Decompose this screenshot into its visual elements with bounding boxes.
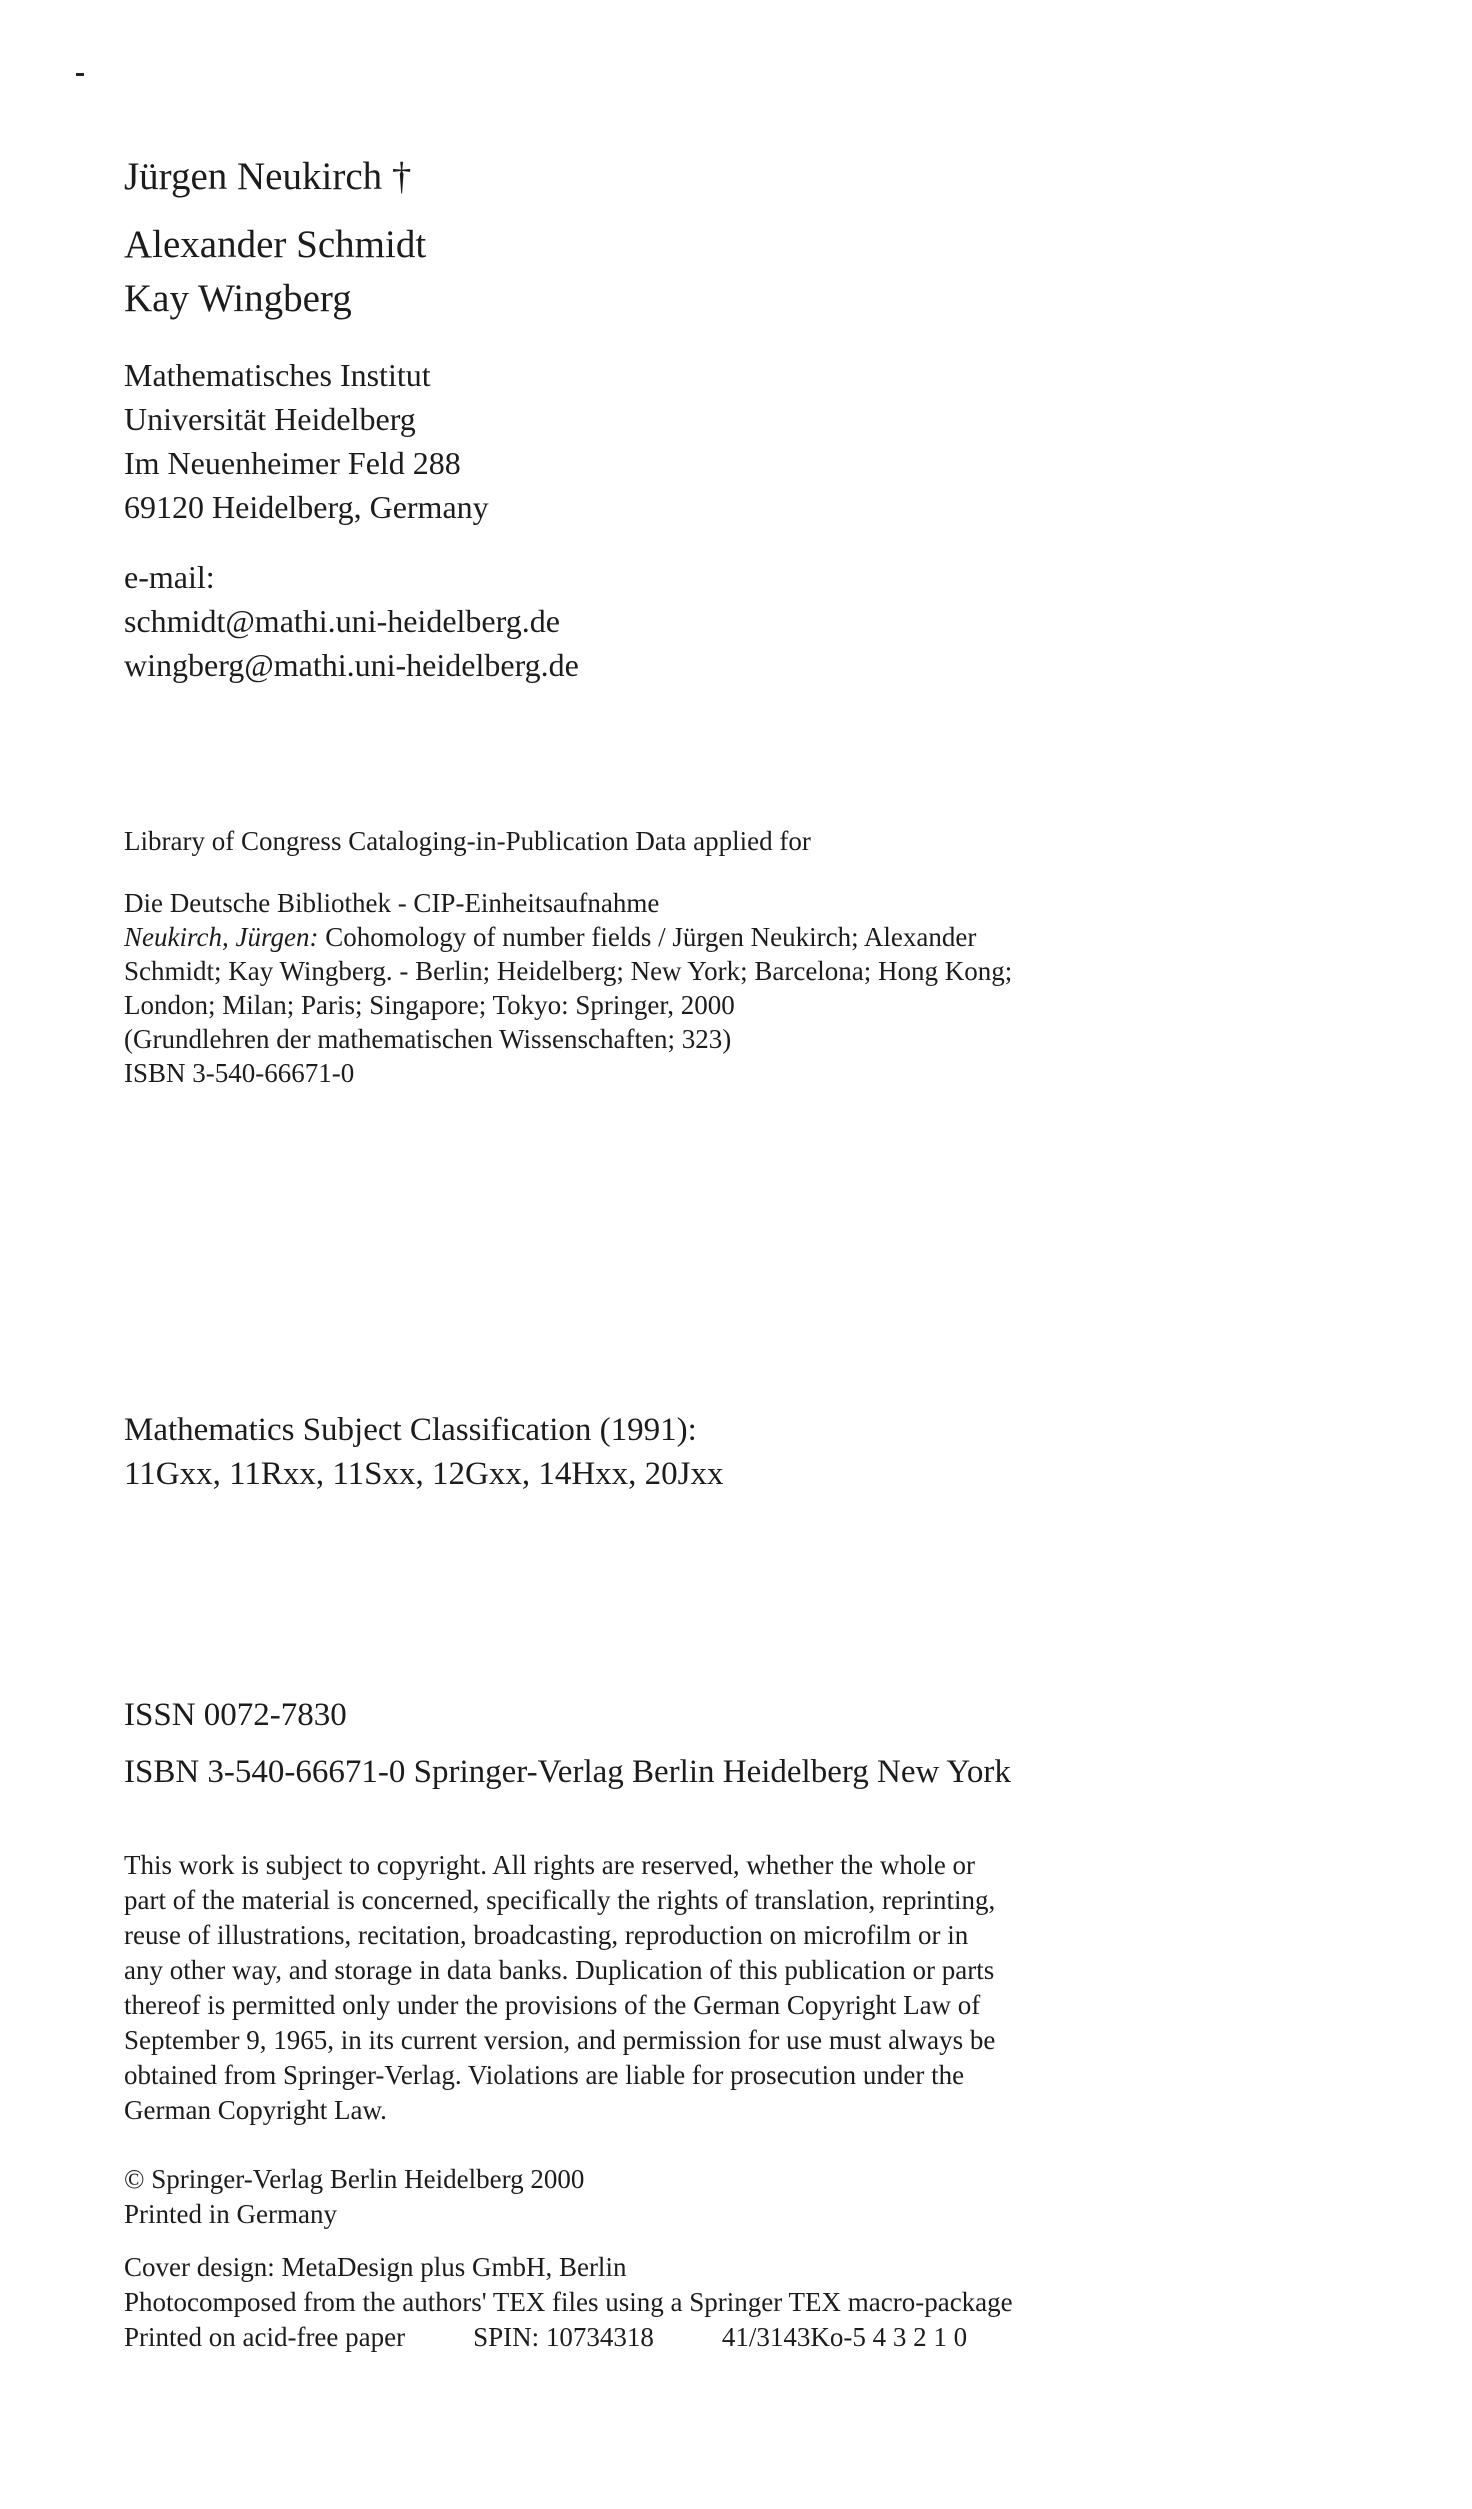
address-line: 69120 Heidelberg, Germany: [124, 489, 489, 525]
msc-codes: 11Gxx, 11Rxx, 11Sxx, 12Gxx, 14Hxx, 20Jxx: [124, 1456, 724, 1492]
address-line: Universität Heidelberg: [124, 401, 416, 437]
print-info: [124, 2320, 1013, 2355]
notice-line: any other way, and storage in data banks. Duplication of this publication or parts: [124, 1955, 995, 1985]
cip-record: [124, 886, 1012, 1090]
production-credits: [124, 2250, 1013, 2355]
subject-classification: [124, 1408, 724, 1496]
copyright-block: [124, 2162, 584, 2232]
cip-title: Cohomology of number fields / Jürgen Neukirch; Alexander: [318, 922, 977, 952]
author-neukirch: Jürgen Neukirch †: [124, 155, 412, 198]
email-address-wingberg: wingberg@mathi.uni-heidelberg.de: [124, 647, 579, 683]
author-list: [124, 150, 426, 326]
cip-line-1: [124, 920, 1012, 954]
library-of-congress-note: [124, 824, 811, 858]
notice-line: German Copyright Law.: [124, 2095, 387, 2125]
cip-line-3: London; Milan; Paris; Singapore; Tokyo: Springer, 2000: [124, 990, 735, 1020]
loc-text: Library of Congress Cataloging-in-Publication Data applied for: [124, 826, 811, 856]
cip-line-4: (Grundlehren der mathematischen Wissenschaften; 323): [124, 1024, 732, 1054]
notice-line: thereof is permitted only under the provisions of the German Copyright Law of: [124, 1990, 981, 2020]
notice-line: part of the material is concerned, specifically the rights of translation, reprinting,: [124, 1885, 996, 1915]
author-schmidt: Alexander Schmidt: [124, 223, 427, 266]
notice-line: reuse of illustrations, recitation, broadcasting, reproduction on microfilm or in: [124, 1920, 969, 1950]
issn-line: [124, 1693, 347, 1737]
copyright-notice: [124, 1848, 995, 2128]
cover-design: Cover design: MetaDesign plus GmbH, Berlin: [124, 2252, 627, 2282]
photocomposed-note: Photocomposed from the authors' TEX files using a Springer TEX macro-package: [124, 2287, 1013, 2317]
address-line: Mathematisches Institut: [124, 357, 431, 393]
stray-mark: [76, 73, 84, 76]
printed-in: Printed in Germany: [124, 2199, 337, 2229]
notice-line: obtained from Springer-Verlag. Violations are liable for prosecution under the: [124, 2060, 965, 2090]
cip-line-2: Schmidt; Kay Wingberg. - Berlin; Heidelberg; New York; Barcelona; Hong Kong;: [124, 956, 1013, 986]
copyright-line: © Springer-Verlag Berlin Heidelberg 2000: [124, 2164, 585, 2194]
cip-header: Die Deutsche Bibliothek - CIP-Einheitsaufnahme: [124, 888, 660, 918]
author-wingberg: Kay Wingberg: [124, 277, 352, 320]
cip-isbn: ISBN 3-540-66671-0: [124, 1058, 355, 1088]
email-address-schmidt: schmidt@mathi.uni-heidelberg.de: [124, 603, 560, 639]
institute-address: [124, 353, 489, 529]
print-code: 41/3143Ko-5 4 3 2 1 0: [721, 2322, 968, 2352]
spin-number: SPIN: 10734318: [473, 2322, 654, 2352]
notice-line: This work is subject to copyright. All rights are reserved, whether the whole or: [124, 1850, 976, 1880]
email-label: e-mail:: [124, 559, 215, 595]
isbn-line: [124, 1750, 1011, 1794]
address-line: Im Neuenheimer Feld 288: [124, 445, 461, 481]
issn-text: ISSN 0072-7830: [124, 1697, 347, 1733]
paper-note: Printed on acid-free paper: [124, 2322, 406, 2352]
msc-heading: Mathematics Subject Classification (1991):: [124, 1412, 697, 1448]
email-block: [124, 555, 579, 687]
notice-line: September 9, 1965, in its current version, and permission for use must always be: [124, 2025, 996, 2055]
cip-author: Neukirch, Jürgen:: [124, 922, 319, 952]
isbn-text: ISBN 3-540-66671-0 Springer-Verlag Berlin Heidelberg New York: [124, 1754, 1011, 1790]
